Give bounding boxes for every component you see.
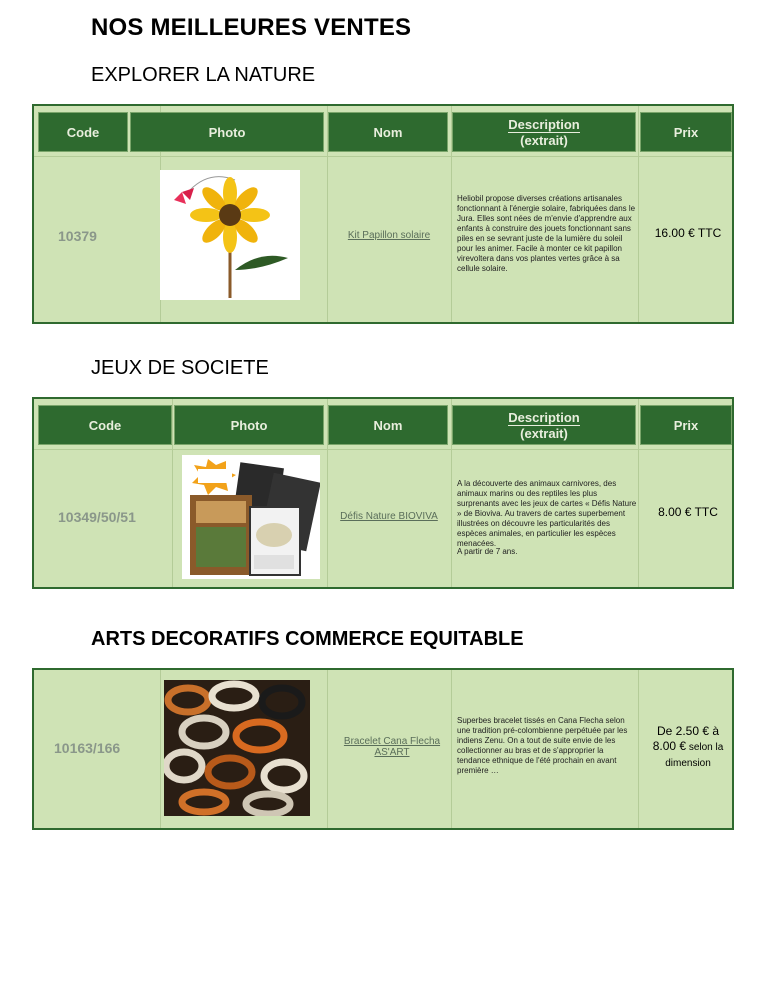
header-code: Code	[38, 405, 172, 445]
product-price: 8.00 € TTC	[658, 505, 718, 519]
product-link-papillon[interactable]: Kit Papillon solaire	[347, 230, 431, 241]
product-table-jeux	[32, 397, 734, 589]
header-photo: Photo	[174, 405, 324, 445]
product-code: 10163/166	[54, 740, 121, 756]
product-description: A la découverte des animaux carnivores, des animaux marins ou des reptiles les plus surprenants avec les jeux de cartes « Défis Nature » de Bioviva. Au travers de cartes superbement illustrées on découvre les particularités des espèces animales, en particulier les espèces menacées.	[457, 479, 637, 548]
product-price: 16.00 € TTC	[654, 226, 722, 240]
product-code: 10349/50/51	[58, 509, 136, 525]
header-photo: Photo	[130, 112, 324, 152]
product-photo-bracelets	[164, 680, 310, 816]
product-price: De 2.50 € à 8.00 € selon la dimension	[652, 724, 724, 769]
header-nom: Nom	[328, 405, 448, 445]
product-description: Superbes bracelet tissés en Cana Flecha selon une tradition pré-colombienne perpétuée par les indiens Zenu. On a tout de suite envie de les collectionner au bras et de s'approprier la tendance ethnique de l'été prochain en avant première …	[457, 716, 628, 775]
product-table-arts	[32, 668, 734, 830]
product-age: A partir de 7 ans.	[457, 547, 518, 556]
header-nom: Nom	[328, 112, 448, 152]
header-description: Description (extrait)	[452, 405, 636, 445]
section-title-nature: EXPLORER LA NATURE	[91, 64, 316, 86]
product-table-nature	[32, 104, 734, 324]
page-title: NOS MEILLEURES VENTES	[91, 14, 412, 41]
product-photo-defis-nature	[182, 455, 320, 579]
product-code: 10379	[58, 228, 97, 244]
header-description: Description (extrait)	[452, 112, 636, 152]
header-code: Code	[38, 112, 128, 152]
product-link-defis-nature[interactable]: Défis Nature BIOVIVA	[340, 511, 438, 522]
product-description: Heliobil propose diverses créations artisanales fonctionnant à l'énergie solaire, fabriquées dans le Jura. Elles sont nées de m'envie d'apprendre aux enfants à construire des jouets fonctionnant sans piles en se sevrant juste de la lumière du soleil pour les animer. Facile à monter ce kit papillon virevoltera dans vos plantes vertes grâce à sa cellule solaire.	[457, 194, 636, 273]
section-title-jeux: JEUX DE SOCIETE	[91, 357, 269, 379]
header-prix: Prix	[640, 112, 732, 152]
header-prix: Prix	[640, 405, 732, 445]
product-photo-papillon	[160, 170, 300, 300]
section-title-arts: ARTS DECORATIFS COMMERCE EQUITABLE	[91, 628, 524, 650]
product-link-bracelet[interactable]: Bracelet Cana Flecha AS'ART	[343, 736, 441, 758]
